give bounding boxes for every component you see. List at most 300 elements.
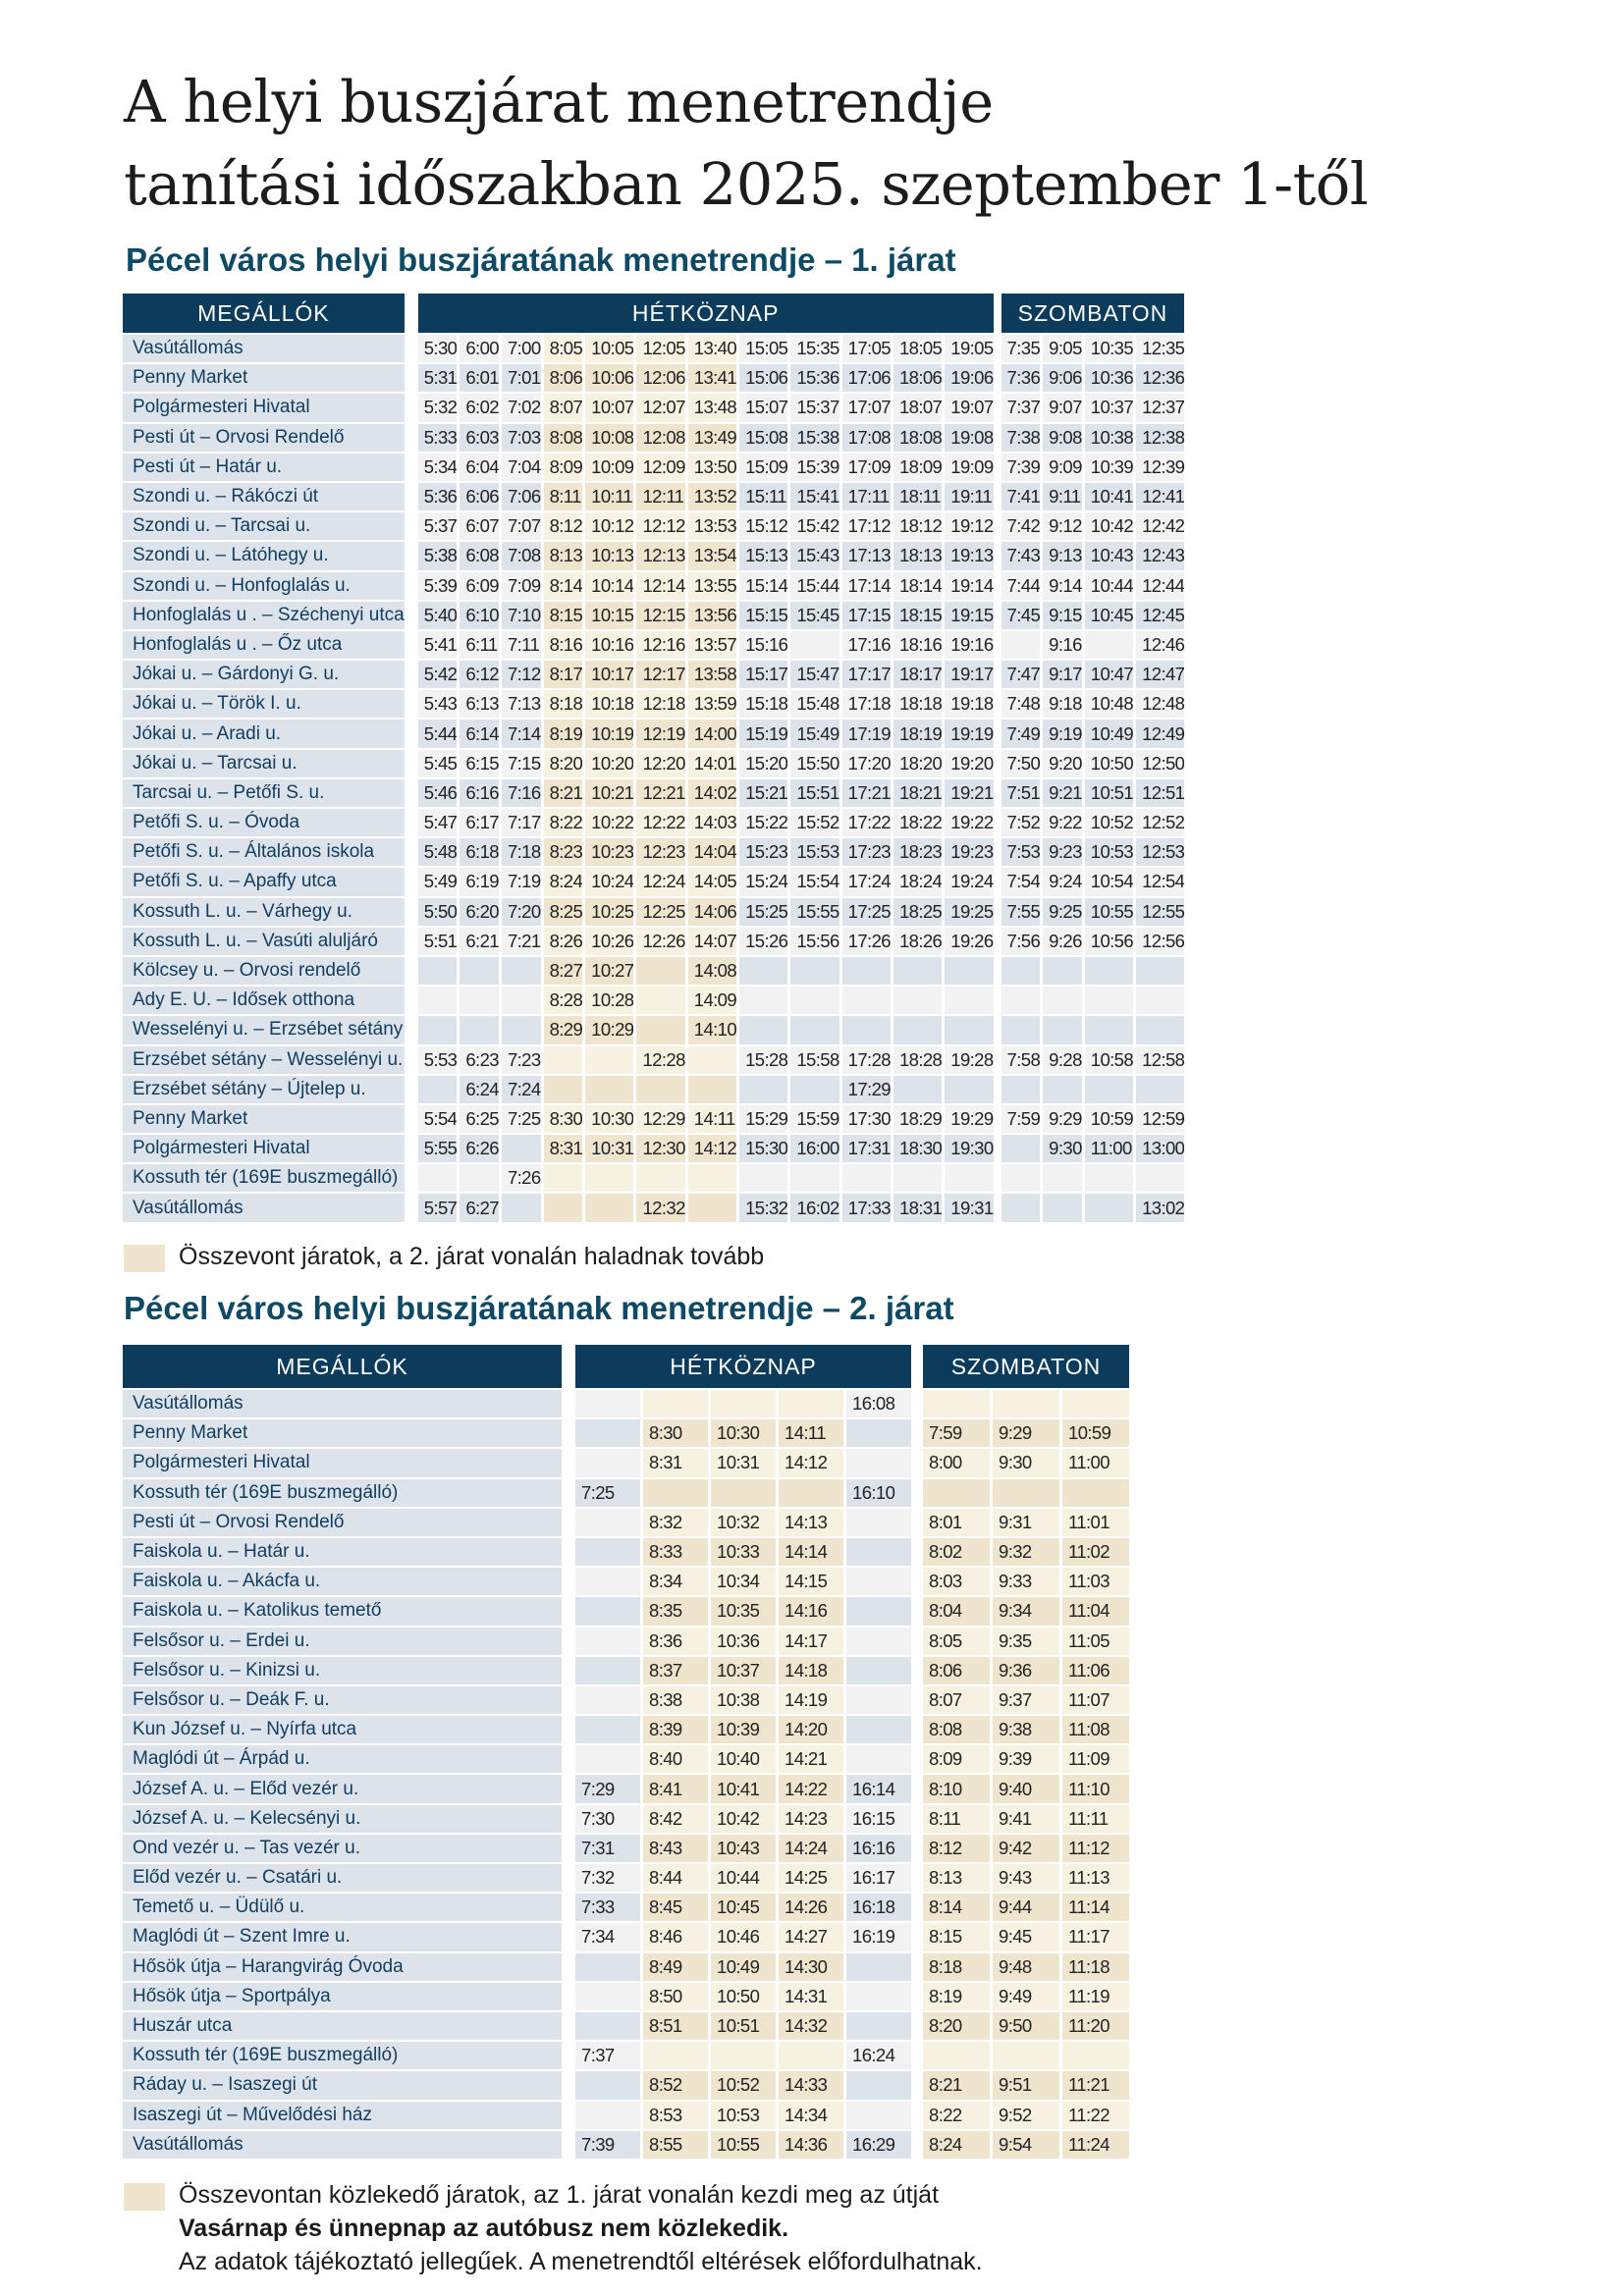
saturday-time: 9:22	[1043, 809, 1082, 836]
weekday-time: 8:51	[643, 2012, 708, 2040]
table-row	[123, 394, 1184, 421]
weekday-time: 10:23	[585, 838, 633, 866]
saturday-time: 9:09	[1043, 454, 1082, 481]
weekday-time	[636, 957, 684, 985]
weekday-time	[846, 1716, 911, 1743]
saturday-time: 9:18	[1043, 690, 1082, 718]
weekday-time: 12:15	[636, 602, 684, 629]
saturday-time: 7:39	[1001, 454, 1041, 481]
weekday-time: 12:19	[636, 720, 684, 747]
weekday-time: 15:39	[790, 454, 839, 481]
weekday-time: 18:25	[893, 898, 942, 926]
stops-header: MEGÁLLÓK	[123, 294, 405, 333]
table-row	[123, 335, 1184, 362]
weekday-time: 18:21	[893, 779, 942, 807]
weekday-time: 16:10	[846, 1479, 911, 1507]
stop-name: Wesselényi u. – Erzsébet sétány	[123, 1016, 405, 1043]
saturday-time: 9:20	[1043, 750, 1082, 777]
stop-name: Kossuth tér (169E buszmegálló)	[123, 2042, 562, 2069]
weekday-time: 6:21	[460, 928, 499, 955]
page-title-line-1: A helyi buszjárat menetrendje	[124, 68, 994, 135]
saturday-time: 9:52	[993, 2102, 1059, 2129]
weekday-time: 15:19	[739, 720, 787, 747]
weekday-time	[846, 1568, 911, 1595]
weekday-time: 10:20	[585, 750, 633, 777]
weekday-time	[711, 1390, 776, 1417]
weekday-time: 15:07	[739, 394, 787, 421]
weekday-time	[502, 1135, 541, 1162]
weekday-time: 5:30	[418, 335, 458, 362]
saturday-time: 9:43	[993, 1864, 1059, 1892]
weekday-time	[945, 957, 993, 985]
weekday-time: 17:08	[842, 424, 891, 452]
stop-name: Penny Market	[123, 1419, 562, 1447]
saturday-time: 12:58	[1136, 1046, 1184, 1074]
stop-name: Huszár utca	[123, 2012, 562, 2040]
weekday-time: 15:59	[790, 1105, 839, 1133]
weekday-time: 14:16	[779, 1597, 843, 1625]
weekday-time: 5:53	[418, 1046, 458, 1074]
weekday-time	[688, 1164, 736, 1192]
weekday-time: 6:19	[460, 868, 499, 895]
weekday-time: 14:08	[688, 957, 736, 985]
weekday-time: 19:24	[945, 868, 993, 895]
weekday-time: 10:55	[711, 2131, 776, 2159]
table-row	[123, 2102, 1129, 2129]
weekday-time	[460, 1164, 499, 1192]
weekday-time: 6:24	[460, 1076, 499, 1103]
weekday-time: 10:16	[585, 631, 633, 659]
weekday-time: 12:05	[636, 335, 684, 362]
weekday-time	[846, 2071, 911, 2099]
page-title-line-2: tanítási időszakban 2025. szeptember 1-től	[124, 150, 1369, 218]
saturday-time: 12:59	[1136, 1105, 1184, 1133]
saturday-time: 9:25	[1043, 898, 1082, 926]
saturday-time: 9:05	[1043, 335, 1082, 362]
weekday-time: 10:51	[711, 2012, 776, 2040]
weekday-time: 13:56	[688, 602, 736, 629]
weekday-time: 14:26	[779, 1894, 843, 1921]
stop-name: Erzsébet sétány – Wesselényi u.	[123, 1046, 405, 1074]
stop-name: Penny Market	[123, 1105, 405, 1133]
weekday-time	[643, 2042, 708, 2069]
saturday-time: 11:20	[1062, 2012, 1129, 2040]
saturday-time: 11:14	[1062, 1894, 1129, 1921]
saturday-time: 7:44	[1001, 572, 1041, 600]
saturday-time	[1001, 1135, 1041, 1162]
weekday-time: 14:27	[779, 1923, 843, 1950]
weekday-time: 15:22	[739, 809, 787, 836]
weekday-time: 17:13	[842, 542, 891, 569]
weekday-time: 10:40	[711, 1745, 776, 1773]
weekday-time: 10:24	[585, 868, 633, 895]
saturday-time: 12:46	[1136, 631, 1184, 659]
weekday-time: 10:06	[585, 364, 633, 392]
weekday-time	[460, 957, 499, 985]
weekday-time: 14:03	[688, 809, 736, 836]
table-row	[123, 512, 1184, 540]
weekday-time: 7:33	[575, 1894, 640, 1921]
weekday-time: 7:10	[502, 602, 541, 629]
weekday-time: 10:37	[711, 1657, 776, 1684]
weekday-time: 14:07	[688, 928, 736, 955]
weekday-time	[502, 957, 541, 985]
weekday-time	[790, 1164, 839, 1192]
table-row	[123, 454, 1184, 481]
table-row	[123, 1686, 1129, 1714]
weekday-time: 19:29	[945, 1105, 993, 1133]
weekday-time: 14:19	[779, 1686, 843, 1714]
weekday-time: 15:30	[739, 1135, 787, 1162]
weekday-time: 10:25	[585, 898, 633, 926]
weekday-time: 5:54	[418, 1105, 458, 1133]
weekday-time: 16:24	[846, 2042, 911, 2069]
weekday-time: 5:49	[418, 868, 458, 895]
weekday-time: 5:48	[418, 838, 458, 866]
weekday-time: 10:21	[585, 779, 633, 807]
weekday-time	[688, 1046, 736, 1074]
weekday-time: 10:14	[585, 572, 633, 600]
weekday-time: 19:18	[945, 690, 993, 718]
saturday-time: 11:01	[1062, 1509, 1129, 1536]
weekday-time: 8:43	[643, 1835, 708, 1862]
weekday-time: 18:24	[893, 868, 942, 895]
weekday-time: 5:44	[418, 720, 458, 747]
stop-name: Pesti út – Határ u.	[123, 454, 405, 481]
table-row	[123, 1479, 1129, 1507]
weekday-time: 6:17	[460, 809, 499, 836]
saturday-time: 8:09	[923, 1745, 990, 1773]
saturday-time: 11:10	[1062, 1775, 1129, 1802]
route-1-subtitle: Pécel város helyi buszjáratának menetrendje – 1. járat	[126, 241, 956, 278]
table-row	[123, 1864, 1129, 1892]
weekday-time	[893, 1016, 942, 1043]
saturday-time: 8:11	[923, 1805, 990, 1833]
weekday-time	[688, 1194, 736, 1221]
saturday-time: 10:50	[1085, 750, 1133, 777]
saturday-time	[923, 1390, 990, 1417]
weekday-time: 13:53	[688, 512, 736, 540]
saturday-time	[1062, 1390, 1129, 1417]
saturday-time: 8:20	[923, 2012, 990, 2040]
saturday-time	[1062, 1479, 1129, 1507]
weekday-time	[636, 1016, 684, 1043]
weekday-time	[460, 1016, 499, 1043]
weekday-time	[643, 1390, 708, 1417]
stop-name: Felsősor u. – Kinizsi u.	[123, 1657, 562, 1684]
weekday-time: 19:11	[945, 483, 993, 510]
saturday-time: 7:37	[1001, 394, 1041, 421]
weekday-time: 7:01	[502, 364, 541, 392]
weekday-time: 17:09	[842, 454, 891, 481]
weekday-time: 10:41	[711, 1775, 776, 1802]
weekday-time: 12:18	[636, 690, 684, 718]
saturday-time: 12:39	[1136, 454, 1184, 481]
table-row	[123, 838, 1184, 866]
weekday-time: 19:23	[945, 838, 993, 866]
saturday-time: 9:15	[1043, 602, 1082, 629]
saturday-time	[1001, 987, 1041, 1014]
weekday-time: 18:19	[893, 720, 942, 747]
stop-name: Előd vezér u. – Csatári u.	[123, 1864, 562, 1892]
weekday-time: 18:07	[893, 394, 942, 421]
weekday-time: 10:17	[585, 661, 633, 688]
saturday-time	[923, 1479, 990, 1507]
weekday-time	[688, 1076, 736, 1103]
weekday-time: 19:26	[945, 928, 993, 955]
weekday-time: 15:14	[739, 572, 787, 600]
weekday-time: 19:13	[945, 542, 993, 569]
weekday-time: 12:25	[636, 898, 684, 926]
weekday-time	[779, 1479, 843, 1507]
weekday-time: 7:25	[502, 1105, 541, 1133]
stop-name: Pesti út – Orvosi Rendelő	[123, 424, 405, 452]
saturday-time: 7:36	[1001, 364, 1041, 392]
weekday-time: 8:34	[643, 1568, 708, 1595]
saturday-time: 12:41	[1136, 483, 1184, 510]
table-row	[123, 2012, 1129, 2040]
saturday-time: 8:10	[923, 1775, 990, 1802]
weekday-time: 18:20	[893, 750, 942, 777]
stop-name: Penny Market	[123, 364, 405, 392]
table-row	[123, 1016, 1184, 1043]
weekday-time: 15:37	[790, 394, 839, 421]
stop-name: Hősök útja – Sportpálya	[123, 1983, 562, 2010]
saturday-time: 10:48	[1085, 690, 1133, 718]
saturday-time: 7:58	[1001, 1046, 1041, 1074]
weekday-time: 15:49	[790, 720, 839, 747]
stop-name: Szondi u. – Rákóczi út	[123, 483, 405, 510]
stop-name: Faiskola u. – Katolikus temető	[123, 1597, 562, 1625]
weekday-time	[575, 1509, 640, 1536]
table-row	[123, 1164, 1184, 1192]
sunday-note: Vasárnap és ünnepnap az autóbusz nem közlekedik.	[179, 2215, 789, 2242]
weekday-time	[846, 1657, 911, 1684]
weekday-time: 10:29	[585, 1016, 633, 1043]
stop-name: Temető u. – Üdülő u.	[123, 1894, 562, 1921]
weekday-time: 6:04	[460, 454, 499, 481]
saturday-time: 7:47	[1001, 661, 1041, 688]
saturday-time: 12:42	[1136, 512, 1184, 540]
weekday-time	[575, 2012, 640, 2040]
route-2-legend-text: Összevontan közlekedő járatok, az 1. járat vonalán kezdi meg az útját	[179, 2181, 940, 2209]
disclaimer-note: Az adatok tájékoztató jellegűek. A menetrendtől eltérések előfordulhatnak.	[179, 2248, 983, 2275]
weekday-time: 6:07	[460, 512, 499, 540]
table-row	[123, 809, 1184, 836]
saturday-time: 8:21	[923, 2071, 990, 2099]
weekday-time	[893, 987, 942, 1014]
table-row	[123, 1805, 1129, 1833]
saturday-time: 12:56	[1136, 928, 1184, 955]
weekday-time: 15:58	[790, 1046, 839, 1074]
weekday-time: 16:00	[790, 1135, 839, 1162]
table-row	[123, 602, 1184, 629]
saturday-time: 11:08	[1062, 1716, 1129, 1743]
weekday-time: 12:20	[636, 750, 684, 777]
weekday-header: HÉTKÖZNAP	[575, 1345, 911, 1388]
saturday-time: 12:55	[1136, 898, 1184, 926]
saturday-time	[1085, 1164, 1133, 1192]
weekday-time: 8:08	[544, 424, 583, 452]
weekday-time: 6:16	[460, 779, 499, 807]
saturday-time: 9:37	[993, 1686, 1059, 1714]
weekday-time: 5:32	[418, 394, 458, 421]
weekday-time: 10:09	[585, 454, 633, 481]
weekday-time: 19:28	[945, 1046, 993, 1074]
weekday-time: 10:12	[585, 512, 633, 540]
saturday-time: 11:18	[1062, 1953, 1129, 1981]
weekday-time: 12:08	[636, 424, 684, 452]
weekday-time	[790, 631, 839, 659]
stop-name: József A. u. – Előd vezér u.	[123, 1775, 562, 1802]
saturday-time	[1136, 1164, 1184, 1192]
weekday-time: 10:38	[711, 1686, 776, 1714]
weekday-time: 5:42	[418, 661, 458, 688]
table-row	[123, 1775, 1129, 1802]
weekday-time: 10:50	[711, 1983, 776, 2010]
weekday-time: 14:10	[688, 1016, 736, 1043]
weekday-time: 13:55	[688, 572, 736, 600]
weekday-time: 5:46	[418, 779, 458, 807]
weekday-time: 19:22	[945, 809, 993, 836]
weekday-time	[846, 1419, 911, 1447]
weekday-time	[945, 1016, 993, 1043]
table-row	[123, 1657, 1129, 1684]
saturday-time	[1001, 1164, 1041, 1192]
saturday-time: 7:45	[1001, 602, 1041, 629]
weekday-time: 10:33	[711, 1538, 776, 1566]
table-row	[123, 1135, 1184, 1162]
weekday-time	[846, 1953, 911, 1981]
weekday-time: 17:21	[842, 779, 891, 807]
weekday-time: 16:02	[790, 1194, 839, 1221]
saturday-time: 10:53	[1085, 838, 1133, 866]
weekday-time: 14:25	[779, 1864, 843, 1892]
weekday-time: 15:23	[739, 838, 787, 866]
weekday-time	[846, 1745, 911, 1773]
weekday-time	[739, 987, 787, 1014]
weekday-time	[585, 1076, 633, 1103]
stop-name: Ond vezér u. – Tas vezér u.	[123, 1835, 562, 1862]
weekday-time: 14:21	[779, 1745, 843, 1773]
weekday-time: 7:23	[502, 1046, 541, 1074]
saturday-time	[1043, 1194, 1082, 1221]
weekday-time	[846, 2012, 911, 2040]
weekday-time: 19:31	[945, 1194, 993, 1221]
saturday-time: 12:50	[1136, 750, 1184, 777]
saturday-time: 10:59	[1085, 1105, 1133, 1133]
weekday-time: 14:02	[688, 779, 736, 807]
saturday-time: 10:58	[1085, 1046, 1133, 1074]
saturday-time: 9:38	[993, 1716, 1059, 1743]
weekday-time: 5:57	[418, 1194, 458, 1221]
saturday-time	[1043, 1016, 1082, 1043]
weekday-time	[418, 987, 458, 1014]
table-row	[123, 1923, 1129, 1950]
table-row	[123, 868, 1184, 895]
weekday-time: 19:12	[945, 512, 993, 540]
saturday-time	[1136, 1016, 1184, 1043]
weekday-time: 18:08	[893, 424, 942, 452]
weekday-time: 17:16	[842, 631, 891, 659]
weekday-time: 8:25	[544, 898, 583, 926]
table-row	[123, 1419, 1129, 1447]
weekday-time: 13:54	[688, 542, 736, 569]
route-1-legend-text: Összevont járatok, a 2. járat vonalán haladnak tovább	[179, 1243, 765, 1270]
weekday-time: 7:32	[575, 1864, 640, 1892]
stop-name: Honfoglalás u . – Őz utca	[123, 631, 405, 659]
table-row	[123, 720, 1184, 747]
weekday-time: 17:31	[842, 1135, 891, 1162]
weekday-time	[739, 1164, 787, 1192]
weekday-time: 6:09	[460, 572, 499, 600]
saturday-time: 12:45	[1136, 602, 1184, 629]
weekday-time: 7:15	[502, 750, 541, 777]
weekday-time: 14:04	[688, 838, 736, 866]
weekday-time	[418, 1164, 458, 1192]
weekday-time: 19:19	[945, 720, 993, 747]
weekday-time: 15:16	[739, 631, 787, 659]
saturday-time: 13:00	[1136, 1135, 1184, 1162]
saturday-time	[1043, 1164, 1082, 1192]
weekday-time: 8:32	[643, 1509, 708, 1536]
weekday-time: 19:08	[945, 424, 993, 452]
weekday-time	[846, 1449, 911, 1476]
weekday-time: 18:22	[893, 809, 942, 836]
saturday-time: 8:05	[923, 1628, 990, 1655]
weekday-time: 10:22	[585, 809, 633, 836]
table-row	[123, 898, 1184, 926]
saturday-time: 11:00	[1085, 1135, 1133, 1162]
weekday-time	[575, 1628, 640, 1655]
route-2-timetable	[120, 1343, 1132, 2161]
weekday-time: 15:21	[739, 779, 787, 807]
weekday-time: 8:19	[544, 720, 583, 747]
weekday-time	[636, 1164, 684, 1192]
weekday-time: 7:04	[502, 454, 541, 481]
table-row	[123, 1835, 1129, 1862]
weekday-time: 14:17	[779, 1628, 843, 1655]
weekday-time: 18:06	[893, 364, 942, 392]
weekday-time: 14:33	[779, 2071, 843, 2099]
saturday-time: 9:41	[993, 1805, 1059, 1833]
saturday-time: 9:28	[1043, 1046, 1082, 1074]
saturday-time: 8:24	[923, 2131, 990, 2159]
saturday-time: 10:55	[1085, 898, 1133, 926]
weekday-time: 18:29	[893, 1105, 942, 1133]
stop-name: Tarcsai u. – Petőfi S. u.	[123, 779, 405, 807]
saturday-time	[1001, 1076, 1041, 1103]
saturday-time	[993, 2042, 1059, 2069]
saturday-time: 7:59	[1001, 1105, 1041, 1133]
table-row	[123, 542, 1184, 569]
table-row	[123, 1953, 1129, 1981]
weekday-time	[779, 1390, 843, 1417]
weekday-time	[575, 1657, 640, 1684]
weekday-time	[945, 1076, 993, 1103]
weekday-time	[575, 2102, 640, 2129]
weekday-time: 10:34	[711, 1568, 776, 1595]
stop-name: Faiskola u. – Akácfa u.	[123, 1568, 562, 1595]
stop-name: Vasútállomás	[123, 1390, 562, 1417]
saturday-time: 9:51	[993, 2071, 1059, 2099]
stop-name: Petőfi S. u. – Óvoda	[123, 809, 405, 836]
weekday-time: 8:17	[544, 661, 583, 688]
weekday-time: 12:13	[636, 542, 684, 569]
weekday-time: 8:42	[643, 1805, 708, 1833]
saturday-time: 9:36	[993, 1657, 1059, 1684]
weekday-time: 6:00	[460, 335, 499, 362]
